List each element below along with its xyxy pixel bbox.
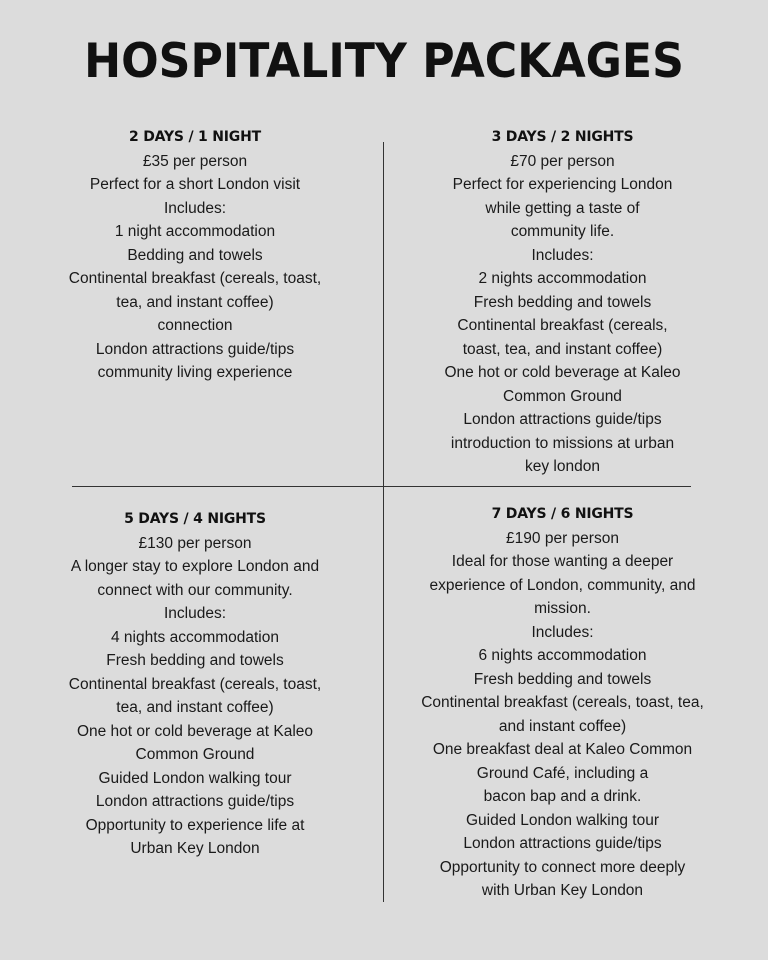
package-heading: 7 DAYS / 6 NIGHTS: [491, 506, 634, 522]
package-detail-line: connect with our community.: [97, 581, 293, 599]
package-detail-line: London attractions guide/tips: [463, 835, 662, 852]
package-price: £190 per person: [506, 529, 619, 547]
package-detail-line: community life.: [510, 223, 615, 240]
package-detail-line: Common Ground: [503, 387, 622, 405]
package-detail-line: Includes:: [531, 246, 594, 264]
package-detail-line: Opportunity to connect more deeply: [439, 858, 686, 876]
package-price: £130 per person: [138, 534, 252, 552]
package-detail-line: Continental breakfast (cereals, toast, tea,: [421, 694, 704, 711]
package-details: [405, 150, 720, 479]
package-detail-line: Guided London walking tour: [465, 811, 660, 829]
package-detail-line: Perfect for experiencing London: [452, 176, 673, 193]
package-detail-line: Includes:: [531, 623, 594, 641]
package-detail-line: A longer stay to explore London and: [70, 558, 320, 575]
package-detail-line: Urban Key London: [130, 840, 260, 857]
package-detail-line: Fresh bedding and towels: [473, 670, 652, 688]
package-detail-line: London attractions guide/tips: [463, 411, 662, 428]
package-detail-line: Continental breakfast (cereals, toast,: [68, 270, 322, 287]
package-detail-line: Continental breakfast (cereals,: [457, 317, 668, 334]
package-3-days-2-nights: [405, 126, 720, 479]
package-detail-line: London attractions guide/tips: [95, 793, 295, 810]
package-detail-line: 6 nights accommodation: [478, 647, 647, 664]
package-detail-line: Includes:: [163, 605, 227, 622]
package-detail-line: 2 nights accommodation: [478, 270, 647, 287]
package-detail-line: while getting a taste of: [485, 199, 640, 217]
package-detail-line: introduction to missions at urban: [450, 434, 675, 452]
package-detail-line: Common Ground: [135, 746, 255, 763]
horizontal-divider: [72, 486, 691, 487]
package-detail-line: Fresh bedding and towels: [473, 293, 652, 311]
package-heading: 2 DAYS / 1 NIGHT: [129, 129, 261, 145]
package-7-days-6-nights: [405, 503, 720, 903]
package-detail-line: Fresh bedding and towels: [106, 652, 284, 669]
page-title: HOSPITALITY PACKAGES: [84, 34, 684, 89]
package-detail-line: Bedding and towels: [127, 246, 263, 264]
package-detail-line: Opportunity to experience life at: [85, 816, 305, 834]
package-detail-line: Guided London walking tour: [98, 769, 292, 787]
package-detail-line: London attractions guide/tips: [95, 340, 295, 358]
package-details: [405, 527, 720, 903]
package-detail-line: 4 nights accommodation: [110, 628, 279, 646]
package-detail-line: key london: [525, 458, 600, 475]
package-detail-line: community living experience: [97, 364, 293, 381]
package-detail-line: Perfect for a short London visit: [89, 176, 301, 193]
package-5-days-4-nights: [40, 508, 350, 861]
package-detail-line: bacon bap and a drink.: [483, 788, 642, 805]
package-detail-line: connection: [157, 317, 233, 334]
package-detail-line: experience of London, community, and: [429, 576, 696, 594]
package-detail-line: tea, and instant coffee): [116, 293, 274, 311]
package-detail-line: Includes:: [163, 199, 227, 217]
package-price: £70 per person: [510, 152, 615, 170]
package-heading: 3 DAYS / 2 NIGHTS: [491, 129, 634, 145]
package-details: [40, 150, 350, 385]
package-detail-line: One hot or cold beverage at Kaleo: [444, 364, 681, 381]
package-detail-line: toast, tea, and instant coffee): [462, 340, 663, 358]
vertical-divider: [383, 142, 384, 902]
package-price: £35 per person: [142, 152, 248, 170]
package-heading: 5 DAYS / 4 NIGHTS: [124, 511, 266, 527]
package-detail-line: with Urban Key London: [481, 882, 644, 899]
package-detail-line: mission.: [534, 600, 591, 617]
package-detail-line: 1 night accommodation: [114, 223, 276, 240]
package-detail-line: Continental breakfast (cereals, toast,: [68, 675, 322, 693]
package-detail-line: One hot or cold beverage at Kaleo: [76, 722, 314, 740]
package-detail-line: and instant coffee): [498, 717, 627, 735]
package-detail-line: One breakfast deal at Kaleo Common: [432, 741, 693, 758]
package-detail-line: Ideal for those wanting a deeper: [451, 553, 674, 570]
package-detail-line: Ground Café, including a: [476, 764, 649, 782]
package-detail-line: tea, and instant coffee): [116, 699, 274, 716]
package-2-days-1-night: [40, 126, 350, 385]
package-details: [40, 532, 350, 861]
